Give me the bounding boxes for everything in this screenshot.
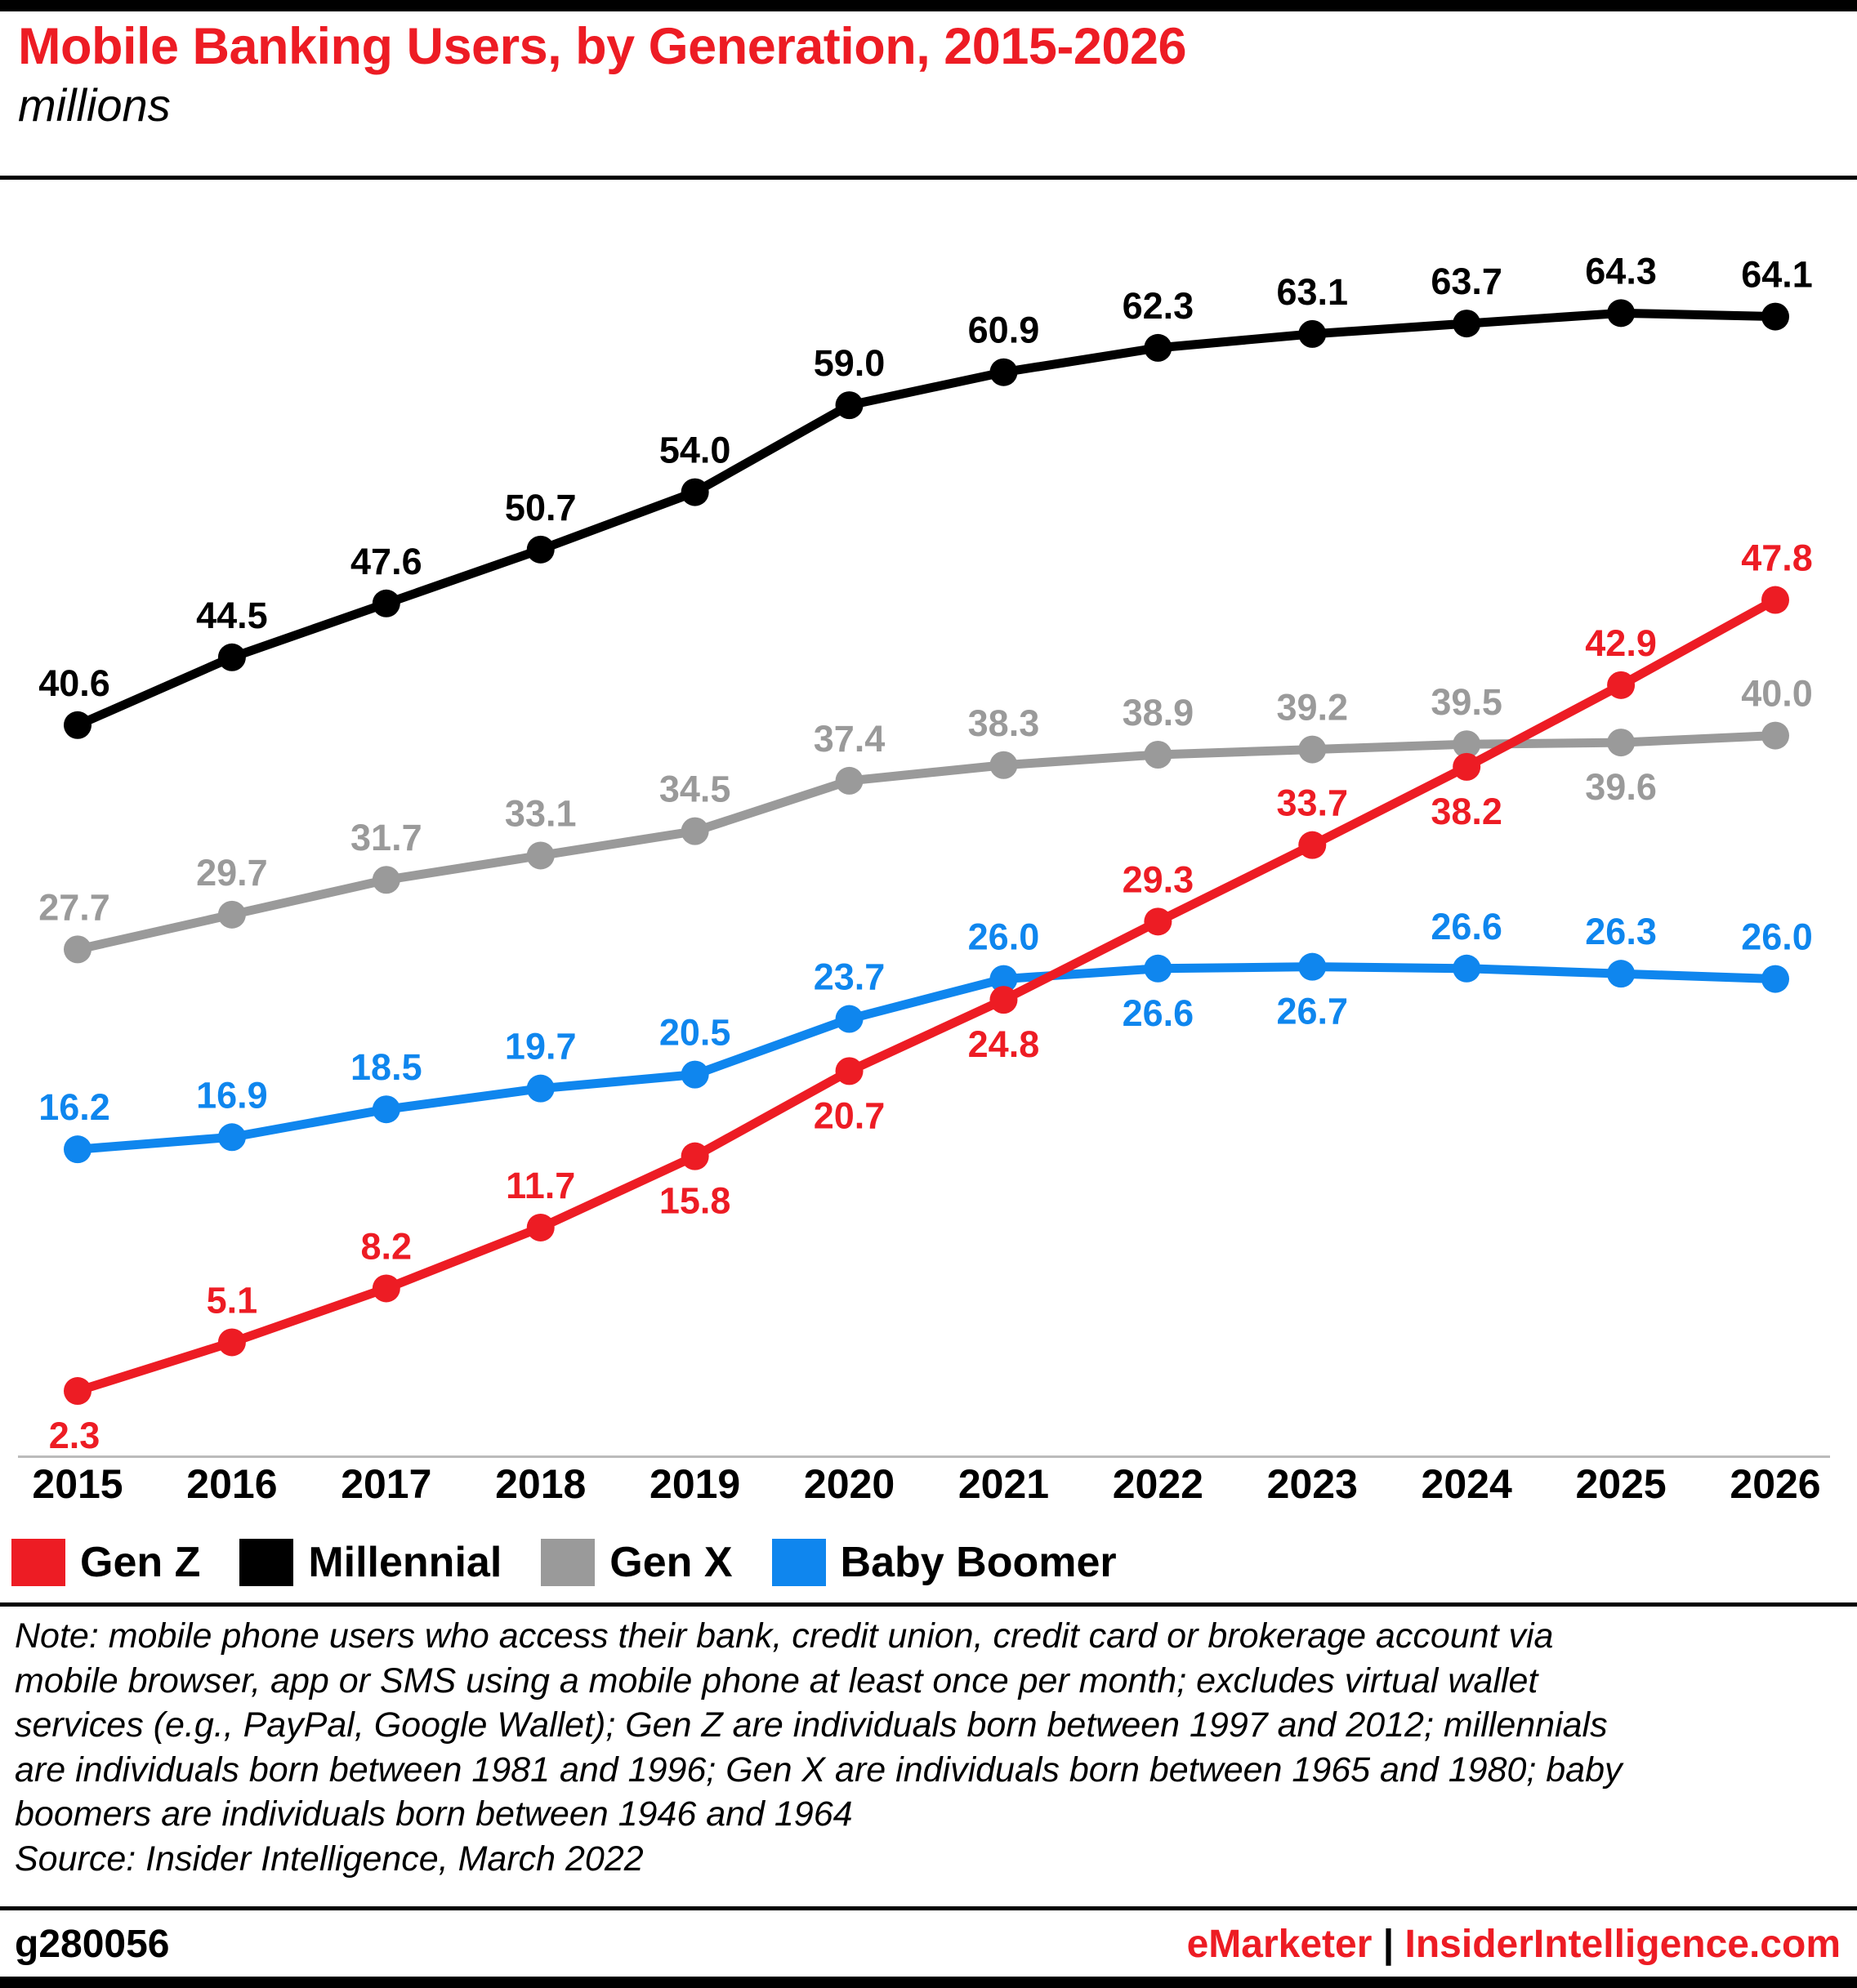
legend-swatch bbox=[239, 1539, 293, 1586]
series-baby-boomer bbox=[64, 953, 1789, 1164]
value-label: 26.6 bbox=[1122, 992, 1194, 1034]
data-point bbox=[681, 1143, 709, 1170]
value-label: 38.3 bbox=[967, 702, 1040, 744]
data-point bbox=[1453, 310, 1480, 337]
chart-footer bbox=[0, 1910, 1857, 1976]
header-divider bbox=[0, 176, 1857, 180]
value-label: 29.3 bbox=[1122, 858, 1194, 901]
x-tick-label: 2021 bbox=[958, 1461, 1050, 1507]
data-point bbox=[64, 711, 92, 739]
data-point bbox=[1761, 303, 1789, 331]
data-point bbox=[1144, 334, 1172, 362]
bottom-border-bar bbox=[0, 1977, 1857, 1988]
data-point bbox=[527, 536, 555, 564]
series-gen-x bbox=[64, 722, 1789, 964]
value-label: 19.7 bbox=[504, 1025, 577, 1068]
value-label: 20.7 bbox=[813, 1094, 886, 1137]
data-point bbox=[373, 590, 400, 617]
data-point bbox=[1761, 586, 1789, 614]
value-label: 29.7 bbox=[196, 851, 268, 894]
value-label: 59.0 bbox=[813, 342, 886, 385]
value-label: 15.8 bbox=[658, 1179, 731, 1222]
note-line-3: services (e.g., PayPal, Google Wallet); Gen Z are individuals born between 1997 and 2012; millennials bbox=[15, 1705, 1608, 1745]
value-label: 40.0 bbox=[1741, 672, 1813, 715]
data-point bbox=[373, 1095, 400, 1123]
series-line bbox=[78, 313, 1775, 724]
series-millennial bbox=[64, 299, 1789, 738]
data-point bbox=[64, 935, 92, 963]
data-point bbox=[218, 1328, 246, 1356]
data-point bbox=[836, 767, 864, 795]
x-axis-tick-labels bbox=[0, 1455, 1857, 1513]
data-point bbox=[218, 901, 246, 929]
value-label: 60.9 bbox=[967, 309, 1040, 351]
value-label: 26.6 bbox=[1431, 905, 1502, 947]
data-point bbox=[373, 1274, 400, 1302]
line-chart bbox=[0, 181, 1857, 1455]
value-label: 26.0 bbox=[967, 916, 1040, 958]
x-tick-label: 2025 bbox=[1575, 1461, 1667, 1507]
data-point bbox=[681, 479, 709, 506]
data-point bbox=[64, 1135, 92, 1163]
data-point bbox=[836, 391, 864, 419]
x-tick-label: 2023 bbox=[1266, 1461, 1358, 1507]
data-point bbox=[1453, 955, 1480, 983]
value-label: 38.2 bbox=[1431, 790, 1502, 832]
legend-swatch bbox=[772, 1539, 826, 1586]
data-point bbox=[681, 818, 709, 845]
insider-intelligence-link[interactable]: InsiderIntelligence.com bbox=[1404, 1923, 1841, 1966]
value-label: 47.8 bbox=[1741, 537, 1813, 579]
value-label: 5.1 bbox=[206, 1279, 258, 1322]
value-label: 26.3 bbox=[1585, 911, 1657, 953]
data-point bbox=[836, 1005, 864, 1033]
value-label: 31.7 bbox=[350, 817, 422, 859]
value-label: 62.3 bbox=[1122, 284, 1194, 327]
note-line-1: Note: mobile phone users who access their bank, credit union, credit card or brokerage account via bbox=[15, 1616, 1554, 1656]
legend-swatch bbox=[11, 1539, 65, 1586]
legend-swatch bbox=[541, 1539, 595, 1586]
value-label: 33.1 bbox=[504, 792, 577, 835]
data-point bbox=[1607, 671, 1635, 699]
value-label: 26.0 bbox=[1741, 916, 1813, 958]
value-label: 44.5 bbox=[196, 594, 268, 636]
x-tick-label: 2015 bbox=[32, 1461, 123, 1507]
data-point bbox=[989, 751, 1017, 779]
legend-label: Millennial bbox=[308, 1539, 502, 1586]
top-border-bar bbox=[0, 0, 1857, 11]
note-line-4: are individuals born between 1981 and 1996; Gen X are individuals born between 1965 and 1980; baby bbox=[15, 1750, 1623, 1790]
legend-item-gen-x[interactable] bbox=[541, 1538, 732, 1587]
value-label: 11.7 bbox=[506, 1164, 576, 1206]
data-point bbox=[1144, 741, 1172, 769]
value-label: 47.6 bbox=[350, 540, 422, 582]
x-tick-label: 2017 bbox=[341, 1461, 432, 1507]
series-line bbox=[78, 736, 1775, 953]
data-point bbox=[1298, 320, 1326, 348]
legend-label: Gen Z bbox=[80, 1539, 201, 1586]
data-point bbox=[836, 1057, 864, 1085]
legend-item-gen-z[interactable] bbox=[11, 1538, 200, 1587]
data-point bbox=[1144, 955, 1172, 983]
x-tick-label: 2026 bbox=[1730, 1461, 1821, 1507]
data-point bbox=[218, 644, 246, 671]
data-point bbox=[1298, 831, 1326, 859]
note-line-2: mobile browser, app or SMS using a mobile phone at least once per month; excludes virtual wallet bbox=[15, 1660, 1538, 1700]
value-label: 50.7 bbox=[504, 486, 577, 528]
value-label: 39.6 bbox=[1585, 766, 1657, 809]
data-point bbox=[989, 986, 1017, 1014]
data-point bbox=[681, 1061, 709, 1089]
value-label: 23.7 bbox=[813, 956, 886, 998]
value-label: 39.2 bbox=[1276, 686, 1349, 729]
value-label: 2.3 bbox=[48, 1415, 100, 1455]
value-label: 27.7 bbox=[38, 886, 110, 929]
series-line bbox=[78, 967, 1775, 1150]
x-tick-label: 2024 bbox=[1421, 1461, 1512, 1507]
value-label: 37.4 bbox=[813, 717, 886, 760]
value-label: 38.9 bbox=[1122, 691, 1194, 733]
footer-branding bbox=[1187, 1922, 1841, 1967]
data-point bbox=[1607, 299, 1635, 327]
x-tick-label: 2018 bbox=[495, 1461, 587, 1507]
note-source: Source: Insider Intelligence, March 2022 bbox=[15, 1839, 644, 1879]
x-tick-label: 2022 bbox=[1112, 1461, 1203, 1507]
value-label: 26.7 bbox=[1276, 990, 1349, 1032]
data-point bbox=[1607, 729, 1635, 756]
value-label: 20.5 bbox=[658, 1011, 731, 1054]
data-point bbox=[1761, 965, 1789, 993]
value-label: 54.0 bbox=[658, 429, 731, 471]
chart-note bbox=[15, 1614, 1845, 1882]
value-label: 34.5 bbox=[658, 768, 731, 810]
value-label: 16.9 bbox=[196, 1074, 268, 1117]
x-tick-label: 2016 bbox=[186, 1461, 278, 1507]
value-label: 39.5 bbox=[1431, 681, 1502, 724]
chart-legend bbox=[11, 1534, 1156, 1591]
data-point bbox=[989, 359, 1017, 386]
value-label: 63.7 bbox=[1431, 261, 1502, 303]
value-label: 16.2 bbox=[38, 1086, 110, 1129]
value-label: 63.1 bbox=[1276, 270, 1349, 313]
brand-separator: | bbox=[1382, 1923, 1395, 1966]
x-tick-label: 2019 bbox=[650, 1461, 741, 1507]
data-point bbox=[527, 841, 555, 869]
data-point bbox=[1453, 753, 1480, 781]
chart-id: g280056 bbox=[15, 1923, 170, 1966]
legend-label: Gen X bbox=[609, 1539, 733, 1586]
data-point bbox=[1144, 907, 1172, 935]
value-label: 42.9 bbox=[1585, 622, 1657, 664]
data-point bbox=[527, 1075, 555, 1103]
legend-item-baby-boomer[interactable] bbox=[772, 1538, 1117, 1587]
note-line-5: boomers are individuals born between 1946 and 1964 bbox=[15, 1794, 853, 1834]
value-label: 8.2 bbox=[360, 1225, 413, 1268]
chart-header bbox=[0, 11, 1857, 131]
legend-divider bbox=[0, 1602, 1857, 1607]
data-point bbox=[1298, 953, 1326, 981]
data-point bbox=[64, 1377, 92, 1405]
data-point bbox=[1607, 960, 1635, 987]
value-label: 64.3 bbox=[1585, 250, 1657, 292]
data-point bbox=[218, 1123, 246, 1151]
emarketer-brand: eMarketer bbox=[1186, 1923, 1373, 1966]
x-tick-label: 2020 bbox=[803, 1461, 895, 1507]
value-label: 64.1 bbox=[1741, 253, 1813, 296]
page-title: Mobile Banking Users, by Generation, 2015-2026 bbox=[18, 18, 1187, 75]
value-label: 40.6 bbox=[38, 662, 110, 704]
value-label: 24.8 bbox=[967, 1023, 1040, 1066]
value-label: 33.7 bbox=[1276, 782, 1349, 824]
chart-svg bbox=[0, 181, 1857, 1455]
value-label: 18.5 bbox=[350, 1046, 422, 1089]
legend-label: Baby Boomer bbox=[840, 1539, 1117, 1586]
data-point bbox=[1298, 736, 1326, 764]
data-point bbox=[527, 1214, 555, 1241]
data-point bbox=[373, 866, 400, 894]
data-point bbox=[1761, 722, 1789, 750]
page-subtitle: millions bbox=[18, 79, 171, 131]
legend-item-millennial[interactable] bbox=[239, 1538, 502, 1587]
